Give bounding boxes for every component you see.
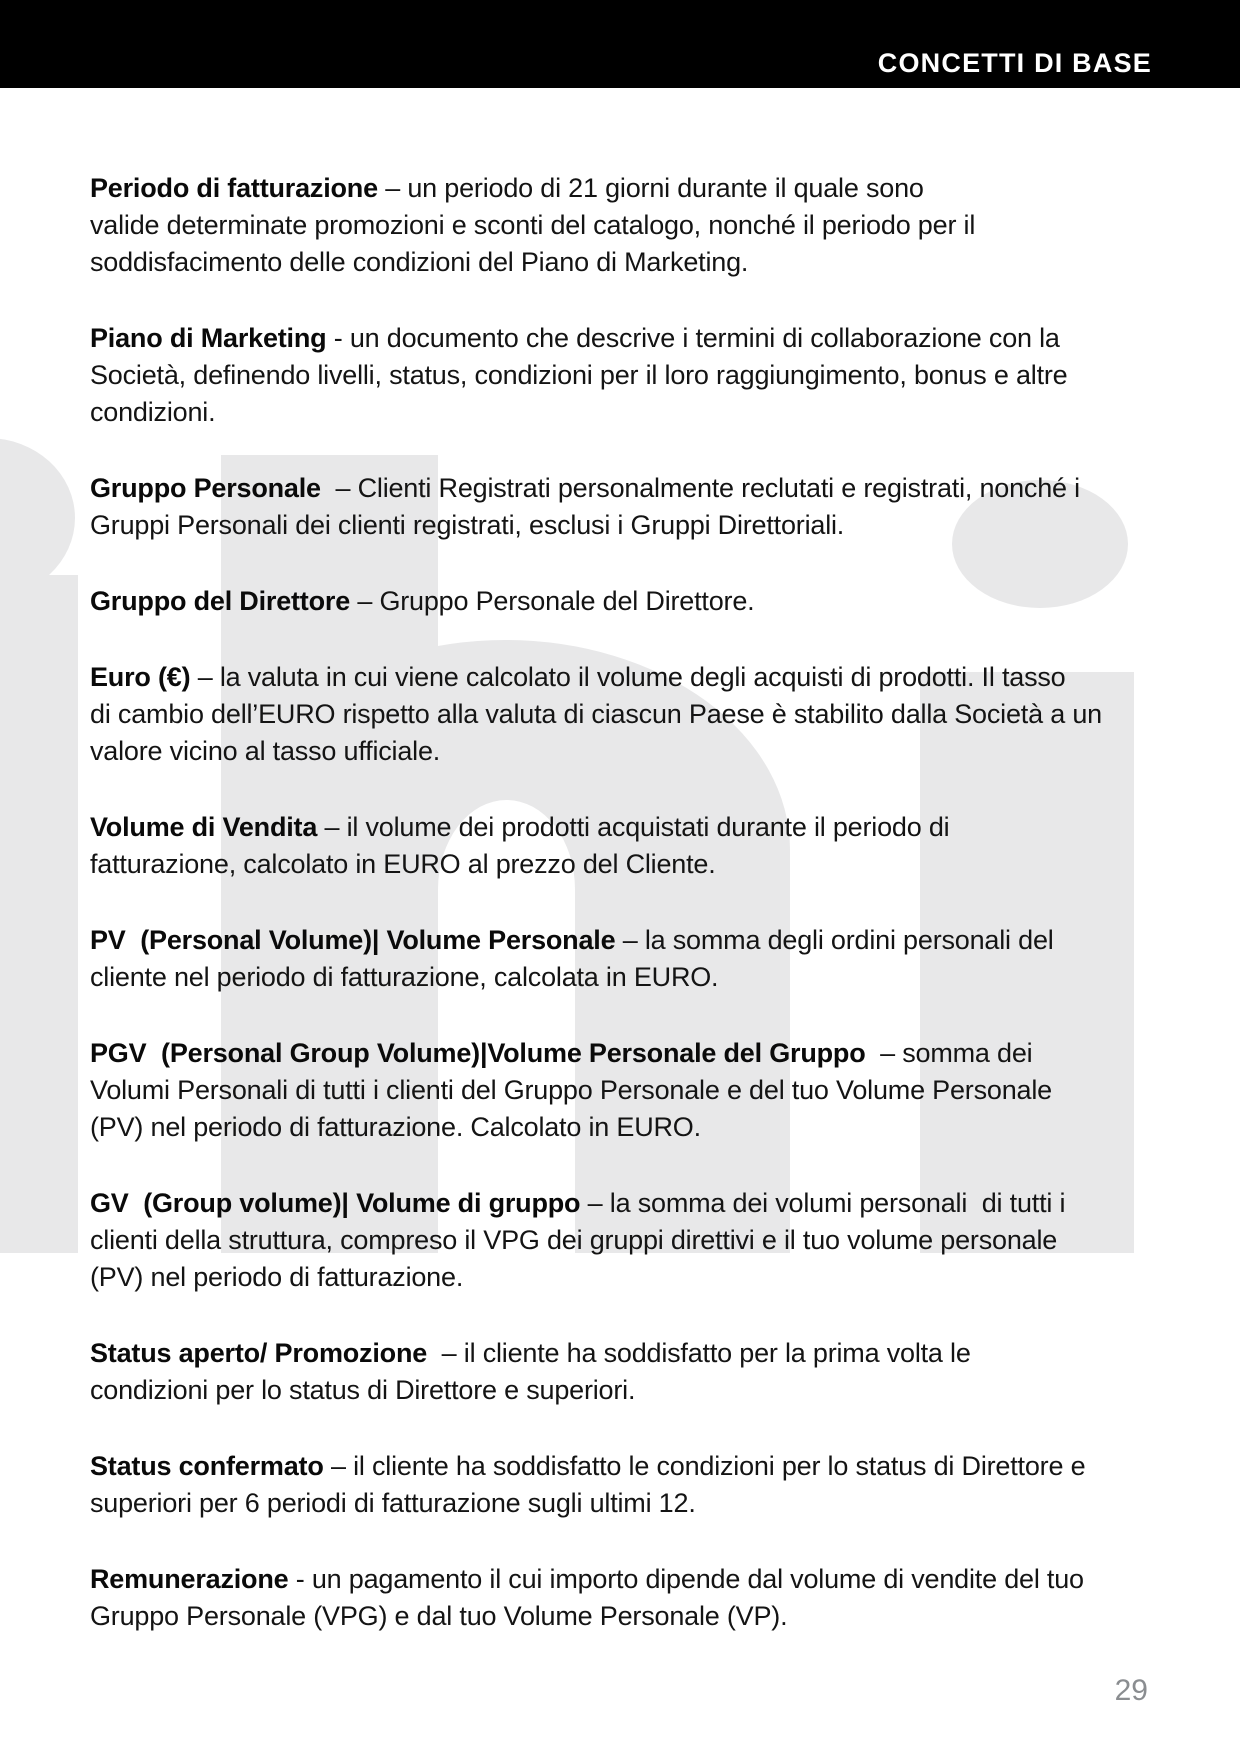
definition-paragraph	[90, 583, 1175, 620]
definition-separator: –	[865, 1038, 903, 1068]
definition-text: un documento che descrive i termini di collaborazione con la Società, definendo livelli, status, condizioni per il loro raggiungimento, bonus e altre condizioni.	[90, 323, 1068, 427]
definition-term: Gruppo del Direttore	[90, 586, 351, 616]
definition-text: la somma degli ordini personali del cliente nel periodo di fatturazione, calcolata in EURO.	[90, 925, 1054, 992]
definition-text: Gruppo Personale del Direttore.	[379, 586, 755, 616]
definition-text: Clienti Registrati personalmente reclutati e registrati, nonché i Gruppi Personali dei clienti registrati, esclusi i Gruppi Direttoriali.	[90, 473, 1080, 540]
definition-term: Periodo di fatturazione	[90, 173, 378, 203]
definition-separator: –	[580, 1188, 610, 1218]
definition-term: PGV (Personal Group Volume)|Volume Personale del Gruppo	[90, 1038, 866, 1068]
definition-separator: –	[317, 812, 347, 842]
definition-term: Piano di Marketing	[90, 323, 327, 353]
page-title: CONCETTI DI BASE	[877, 48, 1152, 78]
definition-term: GV (Group volume)| Volume di gruppo	[90, 1188, 581, 1218]
definition-paragraph	[90, 1448, 1175, 1522]
page-number: 29	[1114, 1674, 1148, 1707]
definition-paragraph	[90, 470, 1175, 544]
definition-paragraph	[90, 1185, 1175, 1296]
header-bar	[0, 0, 1240, 88]
glossary-content	[90, 170, 1175, 1674]
definition-separator: –	[190, 662, 220, 692]
definition-separator: –	[323, 1451, 354, 1481]
definition-text: la valuta in cui viene calcolato il volume degli acquisti di prodotti. Il tasso di cambio dell’EURO rispetto alla valuta di ciascun Paese è stabilito dalla Società a un valore vicino al tasso ufficiale.	[90, 662, 1102, 766]
definition-text: il cliente ha soddisfatto le condizioni per lo status di Direttore e superiori per 6 periodi di fatturazione sugli ultimi 12.	[90, 1451, 1086, 1518]
definition-term: PV (Personal Volume)| Volume Personale	[90, 925, 616, 955]
definition-text: un periodo di 21 giorni durante il quale sono valide determinate promozioni e sconti del catalogo, nonché il periodo per il soddisfacimento delle condizioni del Piano di Marketing.	[90, 173, 976, 277]
definition-paragraph	[90, 320, 1175, 431]
definition-term: Euro (€)	[90, 662, 191, 692]
definition-separator: –	[427, 1338, 464, 1368]
definition-term: Volume di Vendita	[90, 812, 318, 842]
watermark-left-letter-dot	[0, 438, 75, 598]
definition-separator: -	[326, 323, 350, 353]
definition-text: il cliente ha soddisfatto per la prima volta le condizioni per lo status di Direttore e superiori.	[90, 1338, 971, 1405]
definition-separator: –	[320, 473, 358, 503]
definition-paragraph	[90, 1035, 1175, 1146]
definition-separator: -	[288, 1564, 312, 1594]
definition-text: somma dei Volumi Personali di tutti i clienti del Gruppo Personale e del tuo Volume Personale (PV) nel periodo di fatturazione. Calcolato in EURO.	[90, 1038, 1052, 1142]
definition-term: Gruppo Personale	[90, 473, 321, 503]
definition-paragraph	[90, 170, 1175, 281]
definition-paragraph	[90, 922, 1175, 996]
definition-paragraph	[90, 1335, 1175, 1409]
definition-paragraph	[90, 1561, 1175, 1635]
definition-text: un pagamento il cui importo dipende dal volume di vendite del tuo Gruppo Personale (VPG) e dal tuo Volume Personale (VP).	[90, 1564, 1084, 1631]
definition-separator: –	[350, 586, 380, 616]
definition-term: Status aperto/ Promozione	[90, 1338, 428, 1368]
watermark-left-letter-stem	[0, 575, 78, 1253]
definition-paragraph	[90, 659, 1175, 770]
definition-paragraph	[90, 809, 1175, 883]
definition-separator: –	[615, 925, 645, 955]
definition-text: il volume dei prodotti acquistati durante il periodo di fatturazione, calcolato in EURO al prezzo del Cliente.	[90, 812, 950, 879]
definition-text: la somma dei volumi personali di tutti i clienti della struttura, compreso il VPG dei gruppi direttivi e il tuo volume personale (PV) nel periodo di fatturazione.	[90, 1188, 1066, 1292]
definition-separator: –	[377, 173, 408, 203]
definition-term: Remunerazione	[90, 1564, 289, 1594]
definition-term: Status confermato	[90, 1451, 324, 1481]
